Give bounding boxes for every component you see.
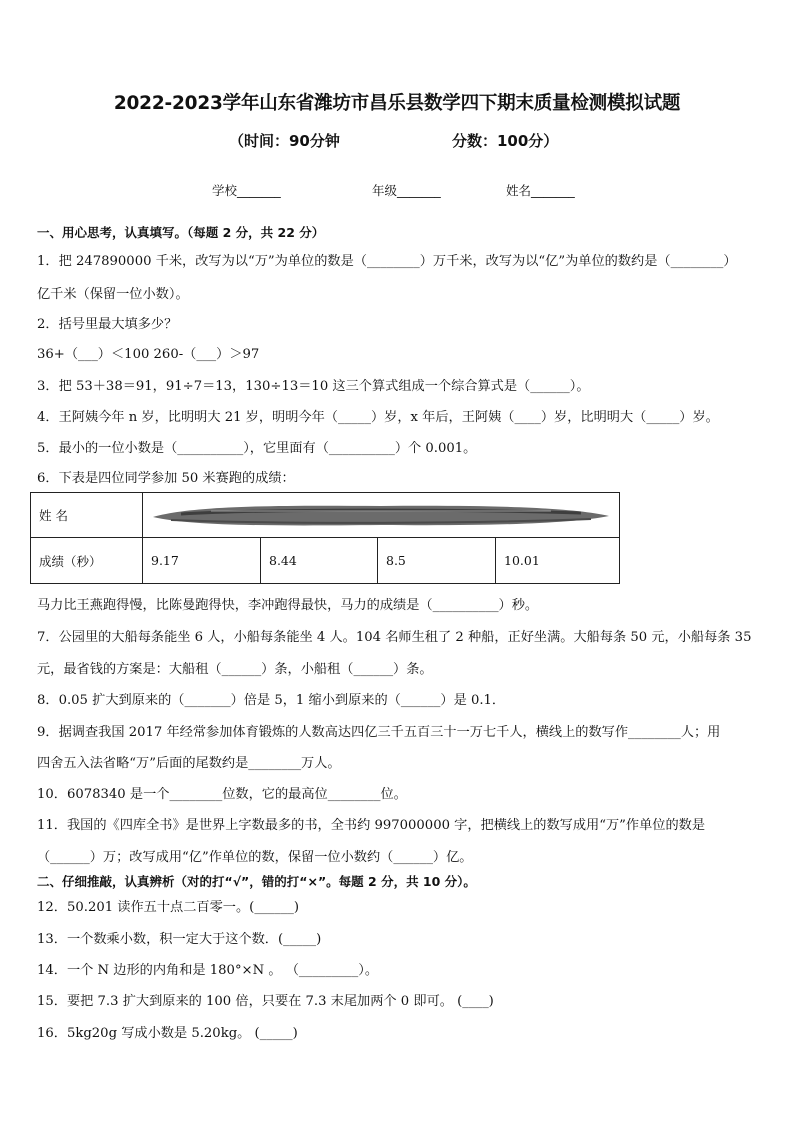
question-16: 16．5kg20g 写成小数是 5.20kg。 (_____): [37, 1026, 298, 1041]
question-7-line-2: 元，最省钱的方案是：大船租（______）条，小船租（______）条。: [37, 662, 433, 677]
school-field: 学校_______: [212, 183, 281, 198]
question-1-line-1: 1．把 247890000 千米，改写为以“万”为单位的数是（________）万千米，改写为以“亿”为单位的数约是（________）: [37, 254, 737, 269]
question-3: 3．把 53＋38＝91，91÷7＝13，130÷13＝10 这三个算式组成一个综合算式是（______）。: [37, 379, 590, 394]
question-13: 13．一个数乘小数，积一定大于这个数．(_____): [37, 932, 322, 947]
table-row-scores: [31, 538, 620, 584]
question-9-line-1: 9．据调查我国 2017 年经常参加体育锻炼的人数高达四亿三千五百三十一万七千人，横线上的数写作________人；用: [37, 725, 721, 740]
score-cell-3: 8.5: [378, 538, 496, 584]
grade-field: 年级_______: [372, 183, 441, 198]
question-11-line-2: （______）万；改写成用“亿”作单位的数，保留一位小数约（______）亿。: [37, 850, 473, 865]
section2-heading: 二、仔细推敲，认真辨析（对的打“√”，错的打“×”。每题 2 分，共 10 分）。: [37, 874, 476, 889]
score-cell-1: 9.17: [143, 538, 261, 584]
exam-time: （时间：90分钟: [229, 132, 340, 150]
question-11-line-1: 11．我国的《四库全书》是世界上字数最多的书，全书约 997000000 字，把横线上的数写成用“万”作单位的数是: [37, 818, 706, 833]
score-label-cell: 成绩（秒）: [31, 538, 143, 584]
section1-heading: 一、用心思考，认真填写。（每题 2 分，共 22 分）: [37, 225, 325, 240]
score-cell-2: 8.44: [261, 538, 378, 584]
names-obscured-cell: [143, 493, 620, 538]
race-results-table: [30, 492, 620, 584]
question-9-line-2: 四舍五入法省略“万”后面的尾数约是________万人。: [37, 756, 341, 771]
exam-score: 分数：100分）: [452, 132, 559, 150]
question-5: 5．最小的一位小数是（__________），它里面有（__________）个 0.001。: [37, 441, 477, 456]
question-14: 14．一个 N 边形的内角和是 180°×N 。 （_________）。: [37, 963, 379, 978]
question-4: 4．王阿姨今年 n 岁，比明明大 21 岁，明明今年（_____）岁，x 年后，王阿姨（____）岁，比明明大（_____）岁。: [37, 410, 719, 425]
score-cell-4: 10.01: [496, 538, 620, 584]
name-field: 姓名_______: [506, 183, 575, 198]
name-label-cell: 姓 名: [31, 493, 143, 538]
obscured-names-smudge: [151, 500, 611, 530]
question-8: 8．0.05 扩大到原来的（_______）倍是 5，1 缩小到原来的（______）是 0.1．: [37, 693, 506, 708]
question-7-line-1: 7．公园里的大船每条能坐 6 人，小船每条能坐 4 人。104 名师生租了 2 种船，正好坐满。大船每条 50 元，小船每条 35: [37, 630, 752, 645]
exam-title: 2022-2023学年山东省潍坊市昌乐县数学四下期末质量检测模拟试题: [113, 93, 681, 114]
question-6: 6．下表是四位同学参加 50 米赛跑的成绩：: [37, 471, 295, 486]
question-2-line-2: 36+（___）＜100 260-（___）＞97: [37, 347, 260, 362]
question-1-line-2: 亿千米（保留一位小数）。: [37, 287, 189, 302]
question-12: 12．50.201 读作五十点二百零一。(______): [37, 900, 300, 915]
question-15: 15．要把 7.3 扩大到原来的 100 倍，只要在 7.3 末尾加两个 0 即可。 (____): [37, 994, 494, 1009]
table-row-names: [31, 493, 620, 538]
question-2-line-1: 2．括号里最大填多少？: [37, 317, 178, 332]
question-6-answer: 马力比王燕跑得慢，比陈曼跑得快，李冲跑得最快，马力的成绩是（__________）秒。: [37, 598, 539, 613]
question-10: 10．6078340 是一个________位数，它的最高位________位。: [37, 787, 407, 802]
